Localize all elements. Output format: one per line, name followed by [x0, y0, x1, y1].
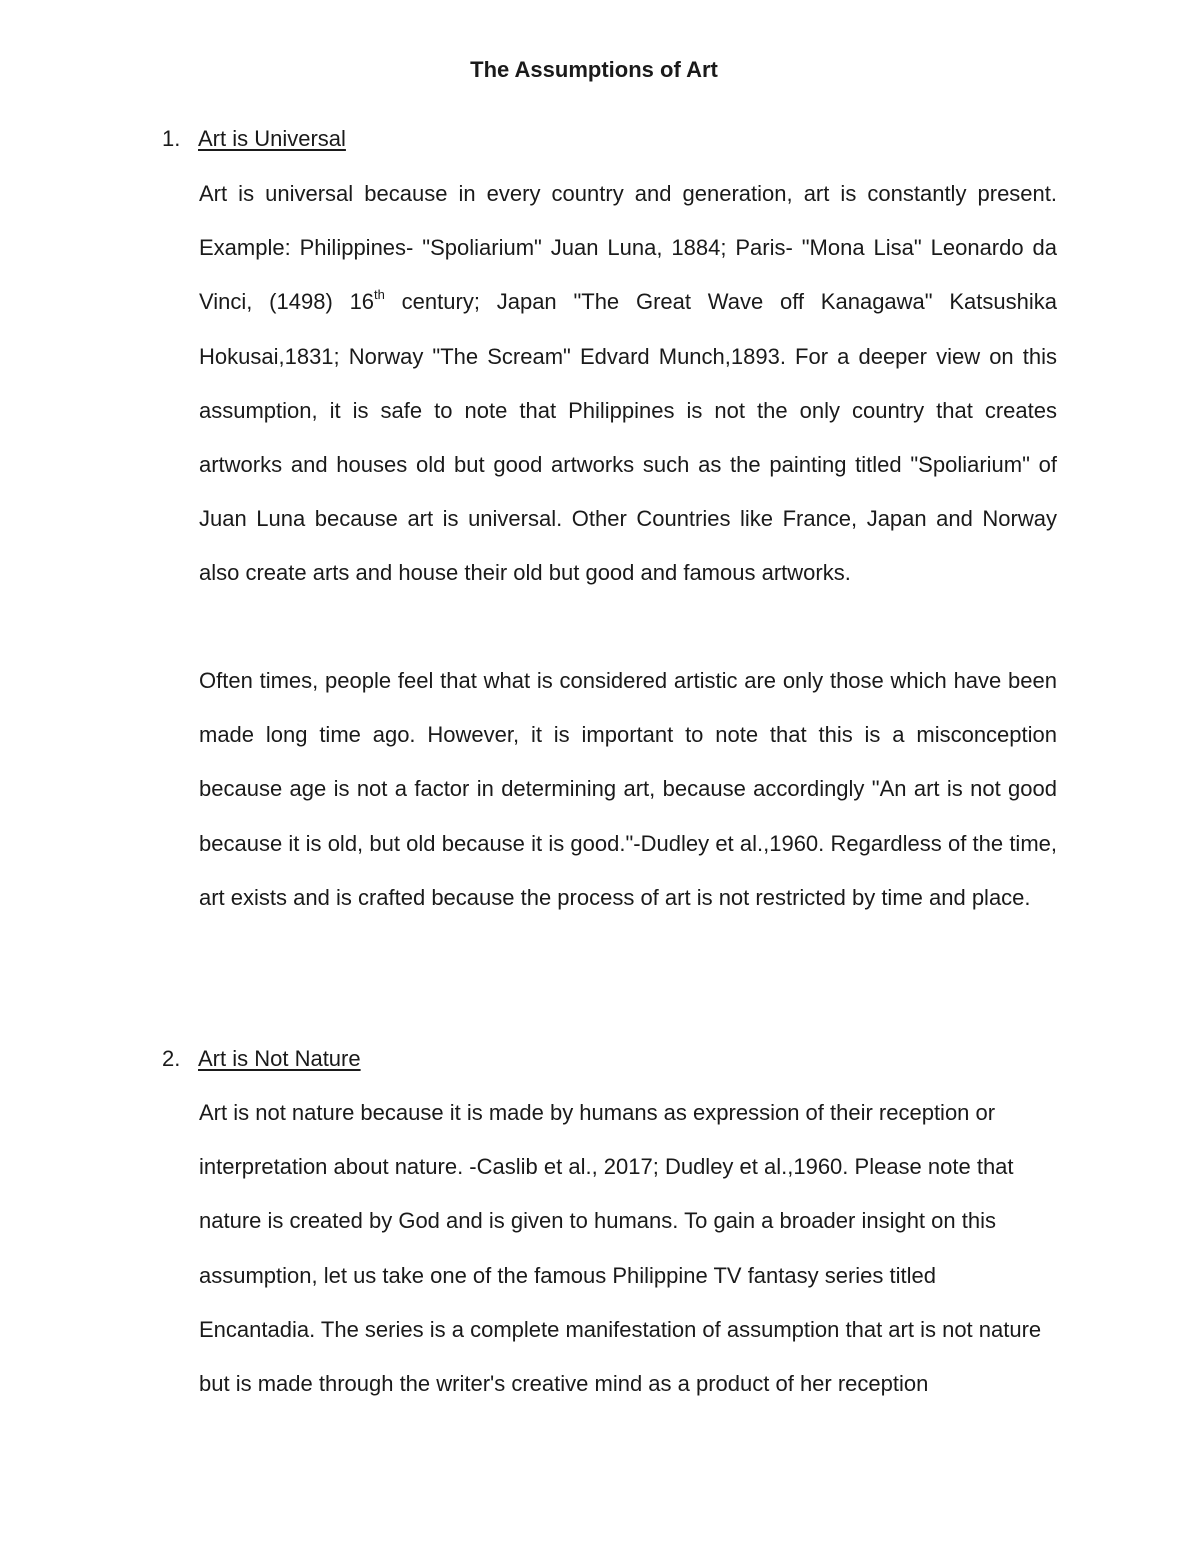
section-2-paragraph-1: Art is not nature because it is made by humans as expression of their reception or interpretation about nature. -Caslib et al., 2017; Dudley et al.,1960. Please note that nature is created by God and is given to humans. To gain a broader insight on this assumption, let us take one of the famous Philippine TV fantasy series titled Encantadia. The series is a complete manifestation of assumption that art is not nature but is made through the writer's creative mind as a product of her reception: [199, 1100, 1042, 1397]
section-2-number: 2.: [162, 1046, 181, 1071]
section-1-title: Art is Universal: [198, 126, 346, 151]
section-2-title: Art is Not Nature: [198, 1046, 361, 1071]
section-1-heading: [162, 124, 346, 154]
section-2-heading: [162, 1044, 361, 1074]
section-1-paragraph-2: Often times, people feel that what is considered artistic are only those which have been made long time ago. However, it is important to note that this is a misconception because age is not a factor in determining art, because accordingly "An art is not good because it is old, but old because it is good."-Dudley et al.,1960. Regardless of the time, art exists and is crafted because the process of art is not restricted by time and place.: [199, 668, 1057, 910]
ordinal-suffix: th: [374, 287, 385, 303]
page-title: The Assumptions of Art: [470, 57, 718, 82]
section-1-paragraph-1-text-b: century; Japan "The Great Wave off Kanagawa" Katsushika Hokusai,1831; Norway "The Scream" Edvard Munch,1893. For a deeper view on this assumption, it is safe to note that Philippines is not the only country that creates artworks and houses old but good artworks such as the painting titled "Spoliarium" of Juan Luna because art is universal. Other Countries like France, Japan and Norway also create arts and house their old but good and famous artworks.: [199, 289, 1057, 586]
section-1-paragraph-1-text-a: Art is universal because in every country and generation, art is constantly present. Example: Philippines- "Spoliarium" Juan Luna, 1884; Paris- "Mona Lisa" Leonardo da Vinci, (1498) 16: [199, 181, 1057, 315]
section-1-number: 1.: [162, 126, 181, 151]
section-1-paragraph-1: [199, 167, 1057, 601]
